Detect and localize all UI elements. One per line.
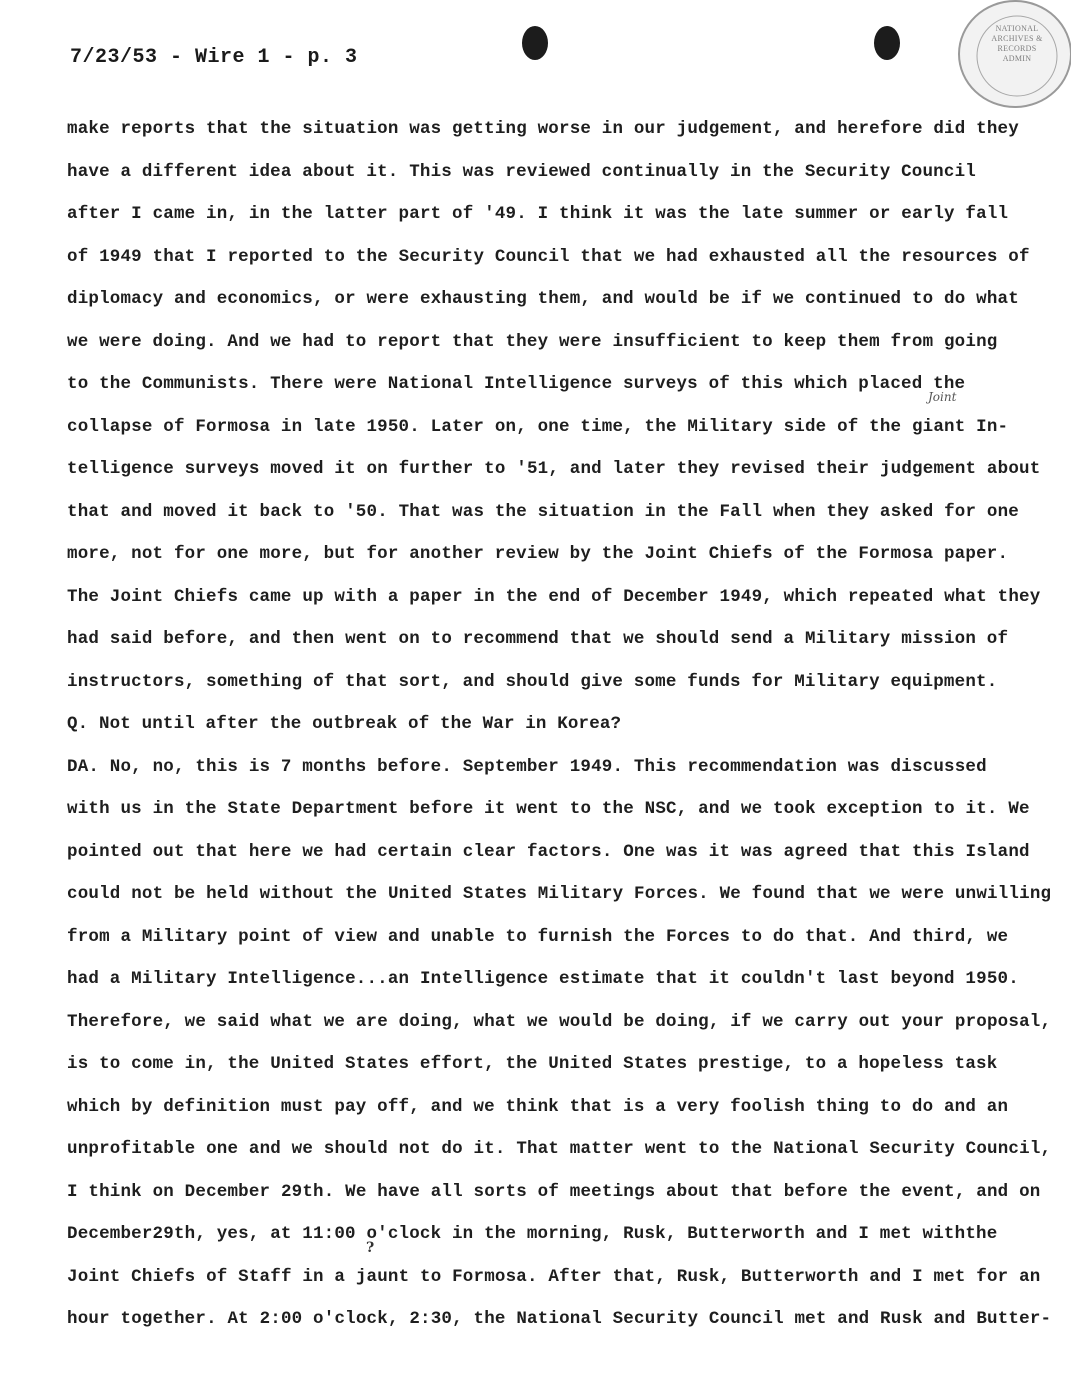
- punch-hole-right: [874, 26, 900, 60]
- text-line: of 1949 that I reported to the Security Council that we had exhausted all the resources of: [67, 246, 1030, 267]
- text-line: make reports that the situation was getting worse in our judgement, and herefore did they: [67, 119, 1019, 139]
- text-line: pointed out that here we had certain clear factors. One was it was agreed that this Island: [67, 841, 1030, 862]
- text-line: Joint Chiefs of Staff in a jaunt to Formosa. After that, Rusk, Butterworth and I met for an: [67, 1266, 1041, 1287]
- text-line: after I came in, in the latter part of '49. I think it was the late summer or early fall: [67, 204, 1009, 224]
- transcript-body: [67, 108, 1057, 1341]
- text-line: more, not for one more, but for another review by the Joint Chiefs of the Formosa paper.: [67, 544, 1009, 564]
- text-line: had a Military Intelligence...an Intelligence estimate that it couldn't last beyond 1950.: [67, 969, 1019, 989]
- text-line: could not be held without the United States Military Forces. We found that we were unwilling: [67, 884, 1052, 904]
- text-line: had said before, and then went on to recommend that we should send a Military mission of: [67, 629, 1009, 649]
- text-line: Therefore, we said what we are doing, what we would be doing, if we carry out your proposal,: [67, 1011, 1052, 1032]
- text-line: that and moved it back to '50. That was the situation in the Fall when they asked for one: [67, 501, 1019, 522]
- stamp-line: RECORDS: [997, 44, 1037, 53]
- text-line: telligence surveys moved it on further to '51, and later they revised their judgement about: [67, 459, 1041, 479]
- text-line: have a different idea about it. This was reviewed continually in the Security Council: [67, 161, 976, 182]
- text-line: hour together. At 2:00 o'clock, 2:30, the National Security Council met and Rusk and Butter-: [67, 1309, 1052, 1329]
- text-line: instructors, something of that sort, and should give some funds for Military equipment.: [67, 671, 998, 692]
- text-line: from a Military point of view and unable to furnish the Forces to do that. And third, we: [67, 926, 1009, 947]
- text-line: with us in the State Department before it went to the NSC, and we took exception to it. We: [67, 799, 1030, 819]
- text-line: we were doing. And we had to report that they were insufficient to keep them from going: [67, 331, 998, 352]
- text-line: The Joint Chiefs came up with a paper in the end of December 1949, which repeated what they: [67, 586, 1041, 607]
- stamp-line: NATIONAL: [995, 24, 1039, 33]
- stamp-line: ARCHIVES &: [991, 34, 1043, 43]
- punch-hole-left: [522, 26, 548, 60]
- text-line: I think on December 29th. We have all sorts of meetings about that before the event, and on: [67, 1181, 1041, 1202]
- text-line: diplomacy and economics, or were exhausting them, and would be if we continued to do what: [67, 289, 1019, 309]
- handwritten-annotation-question: ?: [366, 1240, 375, 1256]
- text-line: which by definition must pay off, and we think that is a very foolish thing to do and an: [67, 1096, 1009, 1117]
- text-line: collapse of Formosa in late 1950. Later on, one time, the Military side of the giant In-: [67, 416, 1009, 437]
- text-line: DA. No, no, this is 7 months before. September 1949. This recommendation was discussed: [67, 756, 987, 777]
- text-line: Q. Not until after the outbreak of the War in Korea?: [67, 714, 622, 734]
- text-line: to the Communists. There were National Intelligence surveys of this which placed the: [67, 374, 966, 394]
- page-header: 7/23/53 - Wire 1 - p. 3: [70, 46, 358, 69]
- stamp-inner-text: [978, 24, 1056, 64]
- text-line: December29th, yes, at 11:00 o'clock in the morning, Rusk, Butterworth and I met withthe: [67, 1224, 998, 1244]
- text-line: is to come in, the United States effort, the United States prestige, to a hopeless task: [67, 1054, 998, 1074]
- text-line: unprofitable one and we should not do it. That matter went to the National Security Council,: [67, 1139, 1052, 1159]
- stamp-line: ADMIN: [1002, 54, 1032, 63]
- library-stamp: [958, 0, 1071, 108]
- handwritten-annotation-joint: Joint: [928, 390, 957, 404]
